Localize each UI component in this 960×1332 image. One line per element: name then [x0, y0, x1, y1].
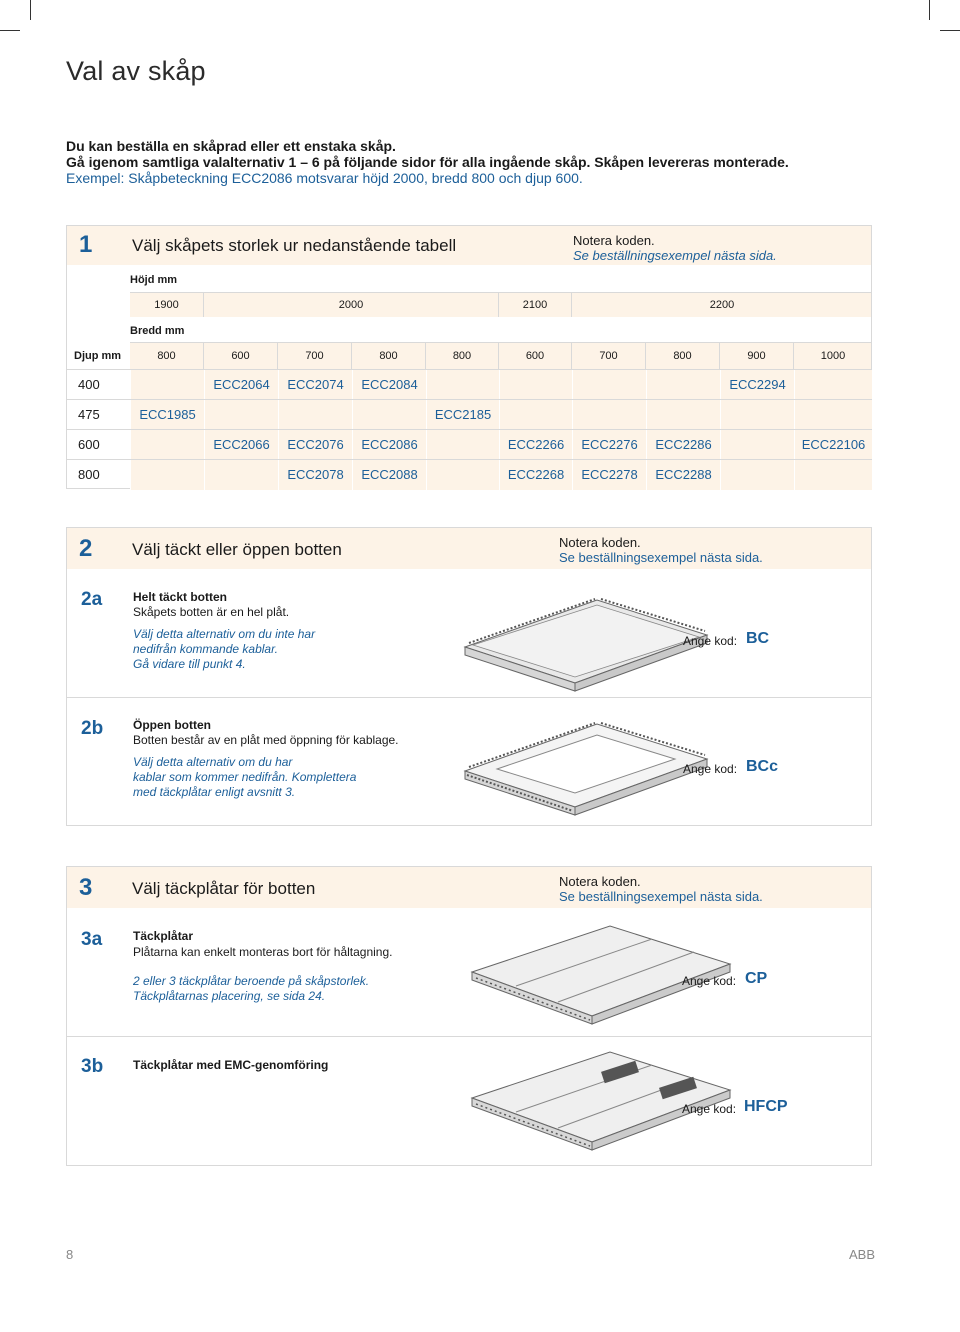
bredd-label: Bredd mm — [130, 325, 185, 337]
closed-bottom-illustration — [457, 585, 717, 695]
cabinet-code-cell: ECC2084 — [352, 370, 426, 400]
cabinet-code-cell: ECC1985 — [130, 400, 204, 430]
cabinet-code-cell: ECC2086 — [352, 430, 426, 460]
option-2a-ange: Ange kod: — [683, 634, 738, 648]
width-cell: 800 — [130, 343, 204, 369]
cabinet-code-cell — [646, 400, 720, 430]
option-3b-ange: Ange kod: — [682, 1102, 737, 1116]
option-2b-code: BCc — [746, 758, 779, 775]
intro-text — [66, 138, 789, 186]
cabinet-code-cell — [352, 400, 426, 430]
cabinet-code-cell: ECC2266 — [499, 430, 572, 460]
table-row — [66, 369, 872, 400]
note-link: Se beställningsexempel nästa sida. — [559, 550, 763, 565]
depth-label: 600 — [78, 437, 100, 452]
hint-line: nedifrån kommande kablar. — [133, 642, 278, 656]
width-cell: 800 — [646, 343, 720, 369]
option-2a-name: Helt täckt botten — [133, 590, 228, 604]
cabinet-code-cell — [794, 400, 872, 430]
cabinet-code-cell — [572, 400, 646, 430]
option-3b-name: Täckplåtar med EMC-genomföring — [133, 1058, 329, 1072]
cabinet-code-cell — [130, 430, 204, 460]
option-2a-code: BC — [746, 630, 770, 647]
cabinet-code-cell: ECC2294 — [720, 370, 794, 400]
cabinet-code-cell — [499, 370, 572, 400]
cabinet-code-cell — [278, 400, 352, 430]
width-cell: 600 — [204, 343, 278, 369]
cabinet-code-cell — [646, 370, 720, 400]
option-2b-name: Öppen botten — [133, 718, 211, 732]
width-cell: 700 — [572, 343, 646, 369]
cabinet-code-cell — [204, 400, 278, 430]
table-row — [66, 459, 872, 490]
cabinet-code-cell — [794, 370, 872, 400]
cabinet-code-cell — [130, 460, 204, 490]
page-number: 8 — [66, 1247, 74, 1262]
cabinet-code-cell — [204, 460, 278, 490]
section-2-header — [66, 527, 872, 570]
option-2a-desc: Skåpets botten är en hel plåt. — [133, 605, 290, 619]
table-row — [66, 399, 872, 430]
cabinet-code-cell — [426, 460, 499, 490]
cabinet-code-cell: ECC2185 — [426, 400, 499, 430]
cabinet-code-cell: ECC2088 — [352, 460, 426, 490]
width-cell: 800 — [426, 343, 499, 369]
cabinet-code-cell: ECC2268 — [499, 460, 572, 490]
option-3b-number: 3b — [81, 1056, 104, 1077]
cabinet-code-cell: ECC2078 — [278, 460, 352, 490]
section-1-header — [66, 225, 872, 265]
option-2b-desc: Botten består av en plåt med öppning för kablage. — [133, 733, 399, 747]
hojd-label: Höjd mm — [130, 274, 178, 286]
cabinet-code-cell — [426, 370, 499, 400]
option-3a-ange: Ange kod: — [682, 974, 737, 988]
cabinet-code-cell — [572, 370, 646, 400]
height-2000: 2000 — [204, 293, 499, 317]
note-label: Notera koden. — [573, 233, 655, 248]
section-3-header — [66, 866, 872, 909]
option-3a-number: 3a — [81, 929, 103, 950]
cabinet-code-cell: ECC2066 — [204, 430, 278, 460]
note-label: Notera koden. — [559, 535, 641, 550]
cabinet-code-cell — [720, 460, 794, 490]
cabinet-code-cell: ECC2278 — [572, 460, 646, 490]
option-3a-desc: Plåtarna kan enkelt monteras bort för håltagning. — [133, 945, 393, 959]
width-cell: 800 — [352, 343, 426, 369]
hint-line: 2 eller 3 täckplåtar beroende på skåpstorlek. — [133, 974, 370, 988]
section-2-note — [559, 535, 763, 565]
cabinet-code-cell: ECC22106 — [794, 430, 872, 460]
section-3-number: 3 — [79, 874, 93, 901]
djup-label: Djup mm — [74, 350, 122, 362]
section-1-title: Välj skåpets storlek ur nedanstående tabell — [132, 236, 457, 255]
option-2a-number: 2a — [81, 589, 103, 610]
crop-mark — [929, 0, 930, 20]
cabinet-code-cell — [794, 460, 872, 490]
depth-label: 800 — [78, 467, 100, 482]
hint-line: Välj detta alternativ om du inte har — [133, 627, 316, 641]
brand-label: ABB — [849, 1247, 876, 1262]
height-1900: 1900 — [130, 293, 204, 317]
intro-line-3: Exempel: Skåpbeteckning ECC2086 motsvarar höjd 2000, bredd 800 och djup 600. — [66, 170, 583, 186]
crop-mark — [0, 30, 20, 31]
width-cell: 1000 — [820, 350, 846, 362]
option-2b-number: 2b — [81, 718, 104, 739]
width-cell: 900 — [720, 343, 794, 369]
section-1-note — [573, 233, 777, 263]
depth-label: 475 — [78, 407, 100, 422]
divider — [67, 697, 871, 698]
divider — [67, 1036, 871, 1037]
cabinet-code-cell: ECC2074 — [278, 370, 352, 400]
option-3a-hint — [133, 974, 369, 1004]
section-2-options — [66, 569, 872, 826]
note-label: Notera koden. — [559, 874, 641, 889]
width-cell: 600 — [499, 343, 572, 369]
cabinet-code-cell: ECC2288 — [646, 460, 720, 490]
section-3-note — [559, 874, 763, 904]
note-link: Se beställningsexempel nästa sida. — [559, 889, 763, 904]
cabinet-code-cell — [426, 430, 499, 460]
cabinet-code-cell — [720, 400, 794, 430]
section-3-title: Välj täckplåtar för botten — [132, 879, 316, 898]
cabinet-code-cell: ECC2276 — [572, 430, 646, 460]
cabinet-code-cell: ECC2064 — [204, 370, 278, 400]
section-2-title: Välj täckt eller öppen botten — [132, 540, 342, 559]
hint-line: Välj detta alternativ om du har — [133, 755, 293, 769]
hint-line: Gå vidare till punkt 4. — [133, 657, 246, 671]
option-3a-code: CP — [745, 970, 768, 987]
table-row — [66, 429, 872, 460]
depth-label: 400 — [78, 377, 100, 392]
height-2200: 2200 — [709, 299, 735, 311]
cabinet-code-cell — [130, 370, 204, 400]
width-cell: 700 — [278, 343, 352, 369]
option-3a-name: Täckplåtar — [133, 929, 194, 943]
option-2b-hint — [133, 755, 356, 800]
section-1-number: 1 — [79, 231, 93, 258]
hint-line: Täckplåtarnas placering, se sida 24. — [133, 989, 326, 1003]
cabinet-code-cell: ECC2076 — [278, 430, 352, 460]
hint-line: med täckplåtar enligt avsnitt 3. — [133, 785, 296, 799]
cabinet-code-cell: ECC2286 — [646, 430, 720, 460]
crop-mark — [940, 30, 960, 31]
note-link: Se beställningsexempel nästa sida. — [573, 248, 777, 263]
option-2a-hint — [133, 627, 315, 672]
section-2-number: 2 — [79, 535, 93, 562]
height-2100: 2100 — [499, 293, 572, 317]
hint-line: kablar som kommer nedifrån. Komplettera — [133, 770, 357, 784]
option-2b-ange: Ange kod: — [683, 762, 738, 776]
cabinet-code-cell — [499, 400, 572, 430]
page-title: Val av skåp — [66, 56, 206, 86]
intro-line-1: Du kan beställa en skåprad eller ett enstaka skåp. — [66, 138, 396, 154]
open-bottom-illustration — [457, 709, 717, 819]
option-3b-code: HFCP — [744, 1098, 788, 1115]
intro-line-2: Gå igenom samtliga valalternativ 1 – 6 på följande sidor för alla ingående skåp. Skåpen levereras monterade. — [66, 154, 789, 170]
section-3-options — [66, 908, 872, 1166]
cabinet-code-cell — [720, 430, 794, 460]
crop-mark — [30, 0, 31, 20]
